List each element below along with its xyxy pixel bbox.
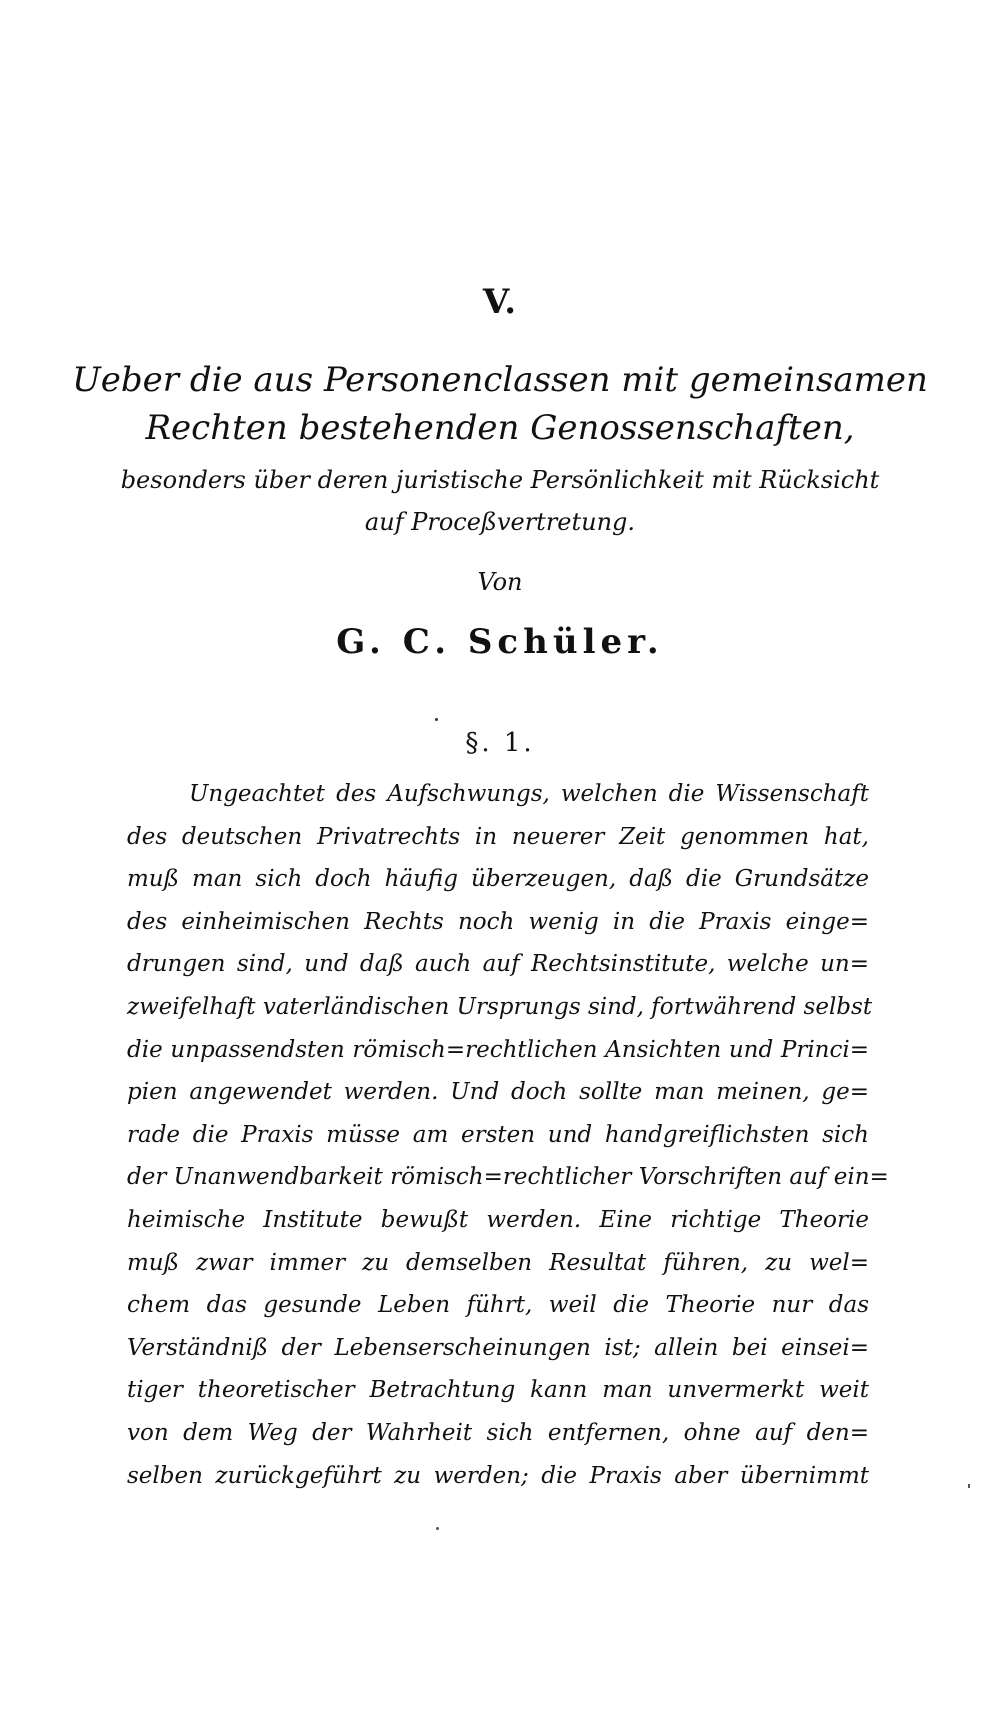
chapter-subtitle-line-1: besonders über deren juristische Persönlichkeit mit Rücksicht [120, 466, 880, 494]
print-speck [436, 1527, 439, 1530]
body-line: Verständniß der Lebenserscheinungen ist; allein bei einsei= [127, 1334, 869, 1361]
body-line: rade die Praxis müsse am ersten und handgreiflichsten sich [127, 1121, 869, 1148]
body-line: Ungeachtet des Aufschwungs, welchen die Wissenschaft [189, 781, 869, 807]
body-line: muß zwar immer zu demselben Resultat führen, zu wel= [127, 1249, 869, 1276]
body-line: von dem Weg der Wahrheit sich entfernen, ohne auf den= [127, 1419, 869, 1446]
section-heading: §. 1. [465, 728, 535, 758]
author-name: G. C. Schüler. [336, 622, 664, 662]
body-line: drungen sind, und daß auch auf Rechtsinstitute, welche un= [127, 951, 869, 978]
chapter-subtitle-line-2: auf Proceßvertretung. [364, 508, 636, 536]
body-line: die unpassendsten römisch=rechtlichen Ansichten und Princi= [127, 1036, 869, 1063]
body-line: tiger theoretischer Betrachtung kann man unvermerkt weit [127, 1377, 869, 1404]
body-line: heimische Institute bewußt werden. Eine richtige Theorie [127, 1206, 869, 1233]
body-line: zweifelhaft vaterländischen Ursprungs sind, fortwährend selbst [127, 993, 873, 1020]
body-line: des deutschen Privatrechts in neuerer Zeit genommen hat, [127, 823, 869, 850]
chapter-title-line-1: Ueber die aus Personenclassen mit gemeinsamen [72, 360, 928, 400]
body-line: selben zurückgeführt zu werden; die Praxis aber übernimmt [127, 1462, 869, 1489]
body-line: pien angewendet werden. Und doch sollte man meinen, ge= [127, 1079, 869, 1106]
byline: Von [477, 568, 523, 596]
print-speck [968, 1484, 970, 1488]
body-line: chem das gesunde Leben führt, weil die Theorie nur das [127, 1292, 869, 1319]
body-line: muß man sich doch häufig überzeugen, daß die Grundsätze [127, 866, 869, 893]
body-text [127, 773, 889, 1497]
body-line: der Unanwendbarkeit römisch=rechtlicher Vorschriften auf ein= [127, 1164, 889, 1191]
chapter-number: V. [482, 282, 518, 322]
body-line: des einheimischen Rechts noch wenig in die Praxis einge= [127, 908, 869, 935]
print-speck [435, 718, 438, 721]
chapter-title-line-2: Rechten bestehenden Genossenschaften, [145, 408, 855, 448]
